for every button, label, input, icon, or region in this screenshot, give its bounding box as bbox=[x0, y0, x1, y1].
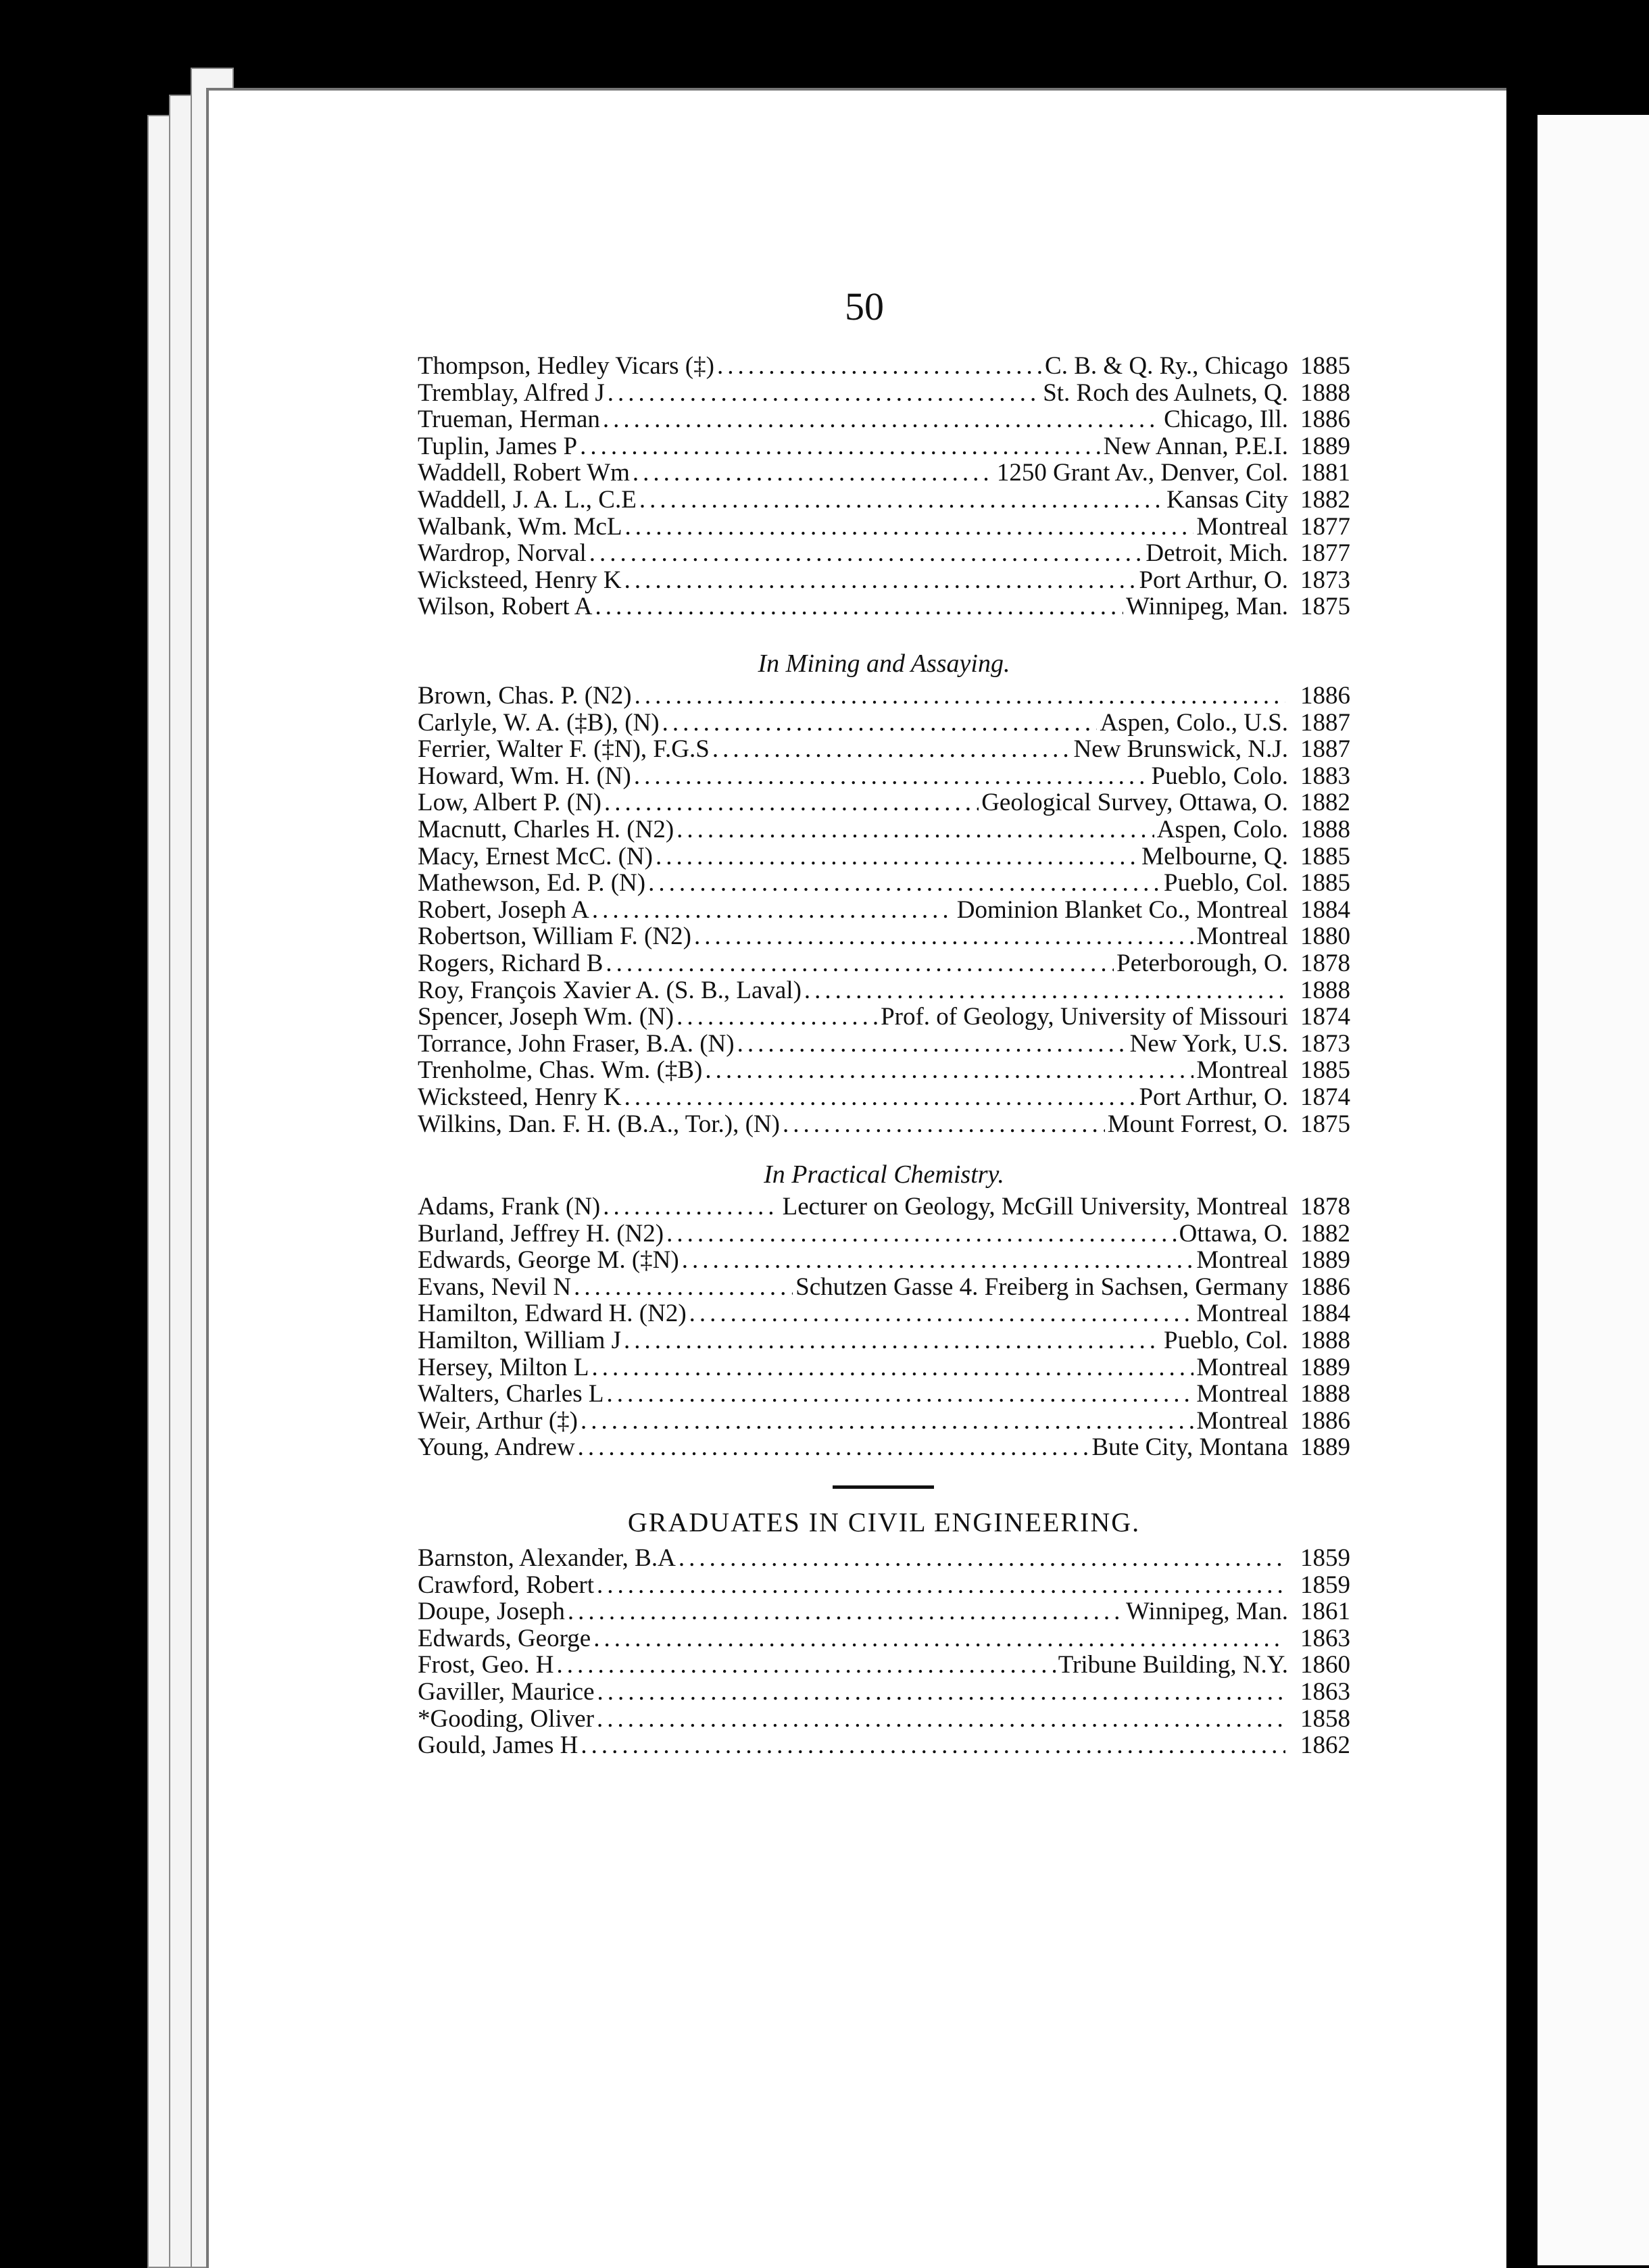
graduation-year: 1886 bbox=[1300, 405, 1350, 434]
dot-leader bbox=[578, 1433, 1089, 1462]
graduation-year: 1886 bbox=[1300, 1406, 1350, 1435]
graduation-year: 1885 bbox=[1300, 869, 1350, 897]
graduate-name: Evans, Nevil N bbox=[418, 1273, 572, 1301]
graduation-year: 1873 bbox=[1300, 1029, 1350, 1058]
graduate-address: Pueblo, Col. bbox=[1164, 869, 1288, 897]
graduation-year: 1875 bbox=[1300, 593, 1350, 621]
list-item bbox=[418, 976, 1350, 1003]
graduate-address: Melbourne, Q. bbox=[1141, 842, 1288, 870]
graduate-name: Wicksteed, Henry K bbox=[418, 1083, 622, 1111]
graduation-year: 1873 bbox=[1300, 566, 1350, 594]
list-item bbox=[418, 539, 1350, 566]
dot-leader bbox=[682, 1246, 1194, 1275]
graduate-address: Montreal bbox=[1196, 512, 1288, 541]
graduation-year: 1858 bbox=[1300, 1704, 1350, 1733]
graduate-name: Roy, François Xavier A. (S. B., Laval) bbox=[418, 976, 802, 1004]
list-item bbox=[418, 681, 1350, 708]
graduate-address: St. Roch des Aulnets, Q. bbox=[1043, 378, 1288, 407]
list-item bbox=[418, 378, 1350, 405]
list-item bbox=[418, 815, 1350, 842]
graduate-name: Wicksteed, Henry K bbox=[418, 566, 622, 594]
dot-leader bbox=[606, 949, 1114, 978]
list-item bbox=[418, 949, 1350, 976]
list-item bbox=[418, 1433, 1350, 1460]
graduation-year: 1888 bbox=[1300, 815, 1350, 843]
graduation-year: 1882 bbox=[1300, 1219, 1350, 1248]
list-item bbox=[418, 592, 1350, 619]
dot-leader bbox=[581, 1406, 1193, 1435]
list-item bbox=[418, 1326, 1350, 1353]
list-item bbox=[418, 1571, 1350, 1598]
dot-leader bbox=[705, 1056, 1193, 1085]
graduate-name: Robertson, William F. (N2) bbox=[418, 922, 691, 951]
section-mining-assaying bbox=[418, 646, 1350, 1136]
list-item bbox=[418, 1299, 1350, 1326]
graduate-name: Mathewson, Ed. P. (N) bbox=[418, 869, 646, 897]
graduate-name: Robert, Joseph A bbox=[418, 895, 589, 924]
list-item bbox=[418, 512, 1350, 539]
graduate-address: Montreal bbox=[1196, 1353, 1288, 1381]
graduate-address: Montreal bbox=[1196, 1380, 1288, 1408]
list-item bbox=[418, 868, 1350, 895]
graduate-address: Dominion Blanket Co., Montreal bbox=[956, 895, 1288, 924]
graduate-address: Winnipeg, Man. bbox=[1126, 1598, 1288, 1626]
list-item bbox=[418, 1110, 1350, 1137]
dot-leader bbox=[656, 842, 1139, 871]
list-item bbox=[418, 788, 1350, 815]
graduate-name: Tuplin, James P bbox=[418, 432, 578, 460]
graduate-name: *Gooding, Oliver bbox=[418, 1704, 595, 1733]
graduation-year: 1880 bbox=[1300, 922, 1350, 951]
graduate-name: Edwards, George bbox=[418, 1624, 591, 1652]
dot-leader bbox=[581, 1731, 1285, 1760]
graduation-year: 1859 bbox=[1300, 1571, 1350, 1599]
dot-leader bbox=[679, 1544, 1285, 1573]
dot-leader bbox=[666, 1219, 1177, 1248]
list-item bbox=[418, 735, 1350, 762]
graduate-name: Burland, Jeffrey H. (N2) bbox=[418, 1219, 664, 1248]
graduate-name: Crawford, Robert bbox=[418, 1571, 594, 1599]
dot-leader bbox=[556, 1650, 1055, 1679]
graduate-address: Montreal bbox=[1196, 1406, 1288, 1435]
list-item bbox=[418, 1353, 1350, 1380]
list-item bbox=[418, 1624, 1350, 1651]
list-item bbox=[418, 351, 1350, 378]
list-item bbox=[418, 708, 1350, 735]
dot-leader bbox=[624, 1326, 1161, 1355]
graduation-year: 1889 bbox=[1300, 1433, 1350, 1462]
graduate-name: Trenholme, Chas. Wm. (‡B) bbox=[418, 1056, 703, 1085]
graduation-year: 1888 bbox=[1300, 378, 1350, 407]
graduate-name: Wardrop, Norval bbox=[418, 539, 587, 568]
list-item bbox=[418, 1219, 1350, 1246]
graduate-address: Montreal bbox=[1196, 1300, 1288, 1328]
list-item bbox=[418, 458, 1350, 485]
graduate-address: Pueblo, Colo. bbox=[1151, 762, 1288, 790]
graduation-year: 1863 bbox=[1300, 1677, 1350, 1706]
graduate-name: Wilkins, Dan. F. H. (B.A., Tor.), (N) bbox=[418, 1110, 780, 1138]
graduate-address: New Annan, P.E.I. bbox=[1103, 432, 1288, 460]
list-item bbox=[418, 405, 1350, 432]
graduate-name: Macnutt, Charles H. (N2) bbox=[418, 815, 674, 843]
list-item bbox=[418, 842, 1350, 869]
graduate-address: Montreal bbox=[1196, 1246, 1288, 1275]
graduate-name: Young, Andrew bbox=[418, 1433, 575, 1462]
graduation-year: 1875 bbox=[1300, 1110, 1350, 1138]
graduate-address: Bute City, Montana bbox=[1091, 1433, 1288, 1462]
adjacent-page bbox=[1537, 115, 1649, 2265]
graduate-name: Torrance, John Fraser, B.A. (N) bbox=[418, 1029, 735, 1058]
list-item bbox=[418, 1273, 1350, 1300]
list-item bbox=[418, 1002, 1350, 1029]
section-civil-graduates-continued bbox=[418, 351, 1350, 619]
dot-leader bbox=[604, 788, 979, 817]
graduate-address: Detroit, Mich. bbox=[1146, 539, 1288, 568]
list-item bbox=[418, 1192, 1350, 1219]
list-item bbox=[418, 485, 1350, 512]
graduation-year: 1888 bbox=[1300, 1380, 1350, 1408]
dot-leader bbox=[597, 1677, 1285, 1706]
graduation-year: 1874 bbox=[1300, 1083, 1350, 1111]
graduate-address: Kansas City bbox=[1166, 485, 1288, 514]
graduate-address: Aspen, Colo., U.S. bbox=[1100, 708, 1288, 737]
graduate-address: Schutzen Gasse 4. Freiberg in Sachsen, Germany bbox=[795, 1273, 1288, 1301]
graduate-name: Tremblay, Alfred J bbox=[418, 378, 605, 407]
graduation-year: 1863 bbox=[1300, 1624, 1350, 1652]
dot-leader bbox=[606, 1379, 1193, 1408]
graduation-year: 1881 bbox=[1300, 459, 1350, 487]
graduate-name: Rogers, Richard B bbox=[418, 949, 604, 977]
graduate-address: Aspen, Colo. bbox=[1156, 815, 1288, 843]
dot-leader bbox=[717, 351, 1042, 380]
dot-leader bbox=[591, 1353, 1193, 1382]
page-number: 50 bbox=[845, 285, 884, 328]
graduate-address: Peterborough, O. bbox=[1116, 949, 1288, 977]
section-heading: In Mining and Assaying. bbox=[758, 649, 1010, 678]
graduate-name: Walters, Charles L bbox=[418, 1380, 604, 1408]
graduate-name: Carlyle, W. A. (‡B), (N) bbox=[418, 708, 660, 737]
graduate-name: Hersey, Milton L bbox=[418, 1353, 589, 1381]
graduate-name: Thompson, Hedley Vicars (‡) bbox=[418, 352, 714, 380]
list-item bbox=[418, 922, 1350, 949]
dot-leader bbox=[593, 1624, 1285, 1653]
graduate-name: Trueman, Herman bbox=[418, 405, 600, 434]
graduate-address: New Brunswick, N.J. bbox=[1073, 735, 1288, 764]
section-divider-rule bbox=[833, 1485, 934, 1489]
graduate-address: C. B. & Q. Ry., Chicago bbox=[1045, 352, 1288, 380]
graduate-name: Barnston, Alexander, B.A bbox=[418, 1544, 676, 1572]
graduation-year: 1884 bbox=[1300, 1300, 1350, 1328]
list-item bbox=[418, 1083, 1350, 1110]
dot-leader bbox=[635, 681, 1285, 710]
graduate-address: Port Arthur, O. bbox=[1139, 566, 1288, 594]
dot-leader bbox=[608, 378, 1040, 408]
dot-leader bbox=[624, 1083, 1137, 1112]
dot-leader bbox=[633, 458, 994, 487]
dot-leader bbox=[592, 895, 954, 925]
section-heading: GRADUATES IN CIVIL ENGINEERING. bbox=[627, 1507, 1141, 1537]
graduate-name: Gould, James H bbox=[418, 1731, 579, 1760]
graduation-year: 1878 bbox=[1300, 1193, 1350, 1221]
graduate-name: Adams, Frank (N) bbox=[418, 1193, 601, 1221]
graduate-name: Waddell, Robert Wm bbox=[418, 459, 630, 487]
dot-leader bbox=[676, 815, 1154, 844]
list-item bbox=[418, 566, 1350, 593]
list-item bbox=[418, 1650, 1350, 1677]
dot-leader bbox=[568, 1597, 1123, 1626]
graduation-year: 1886 bbox=[1300, 1273, 1350, 1301]
graduation-year: 1889 bbox=[1300, 1246, 1350, 1275]
list-item bbox=[418, 895, 1350, 922]
graduate-name: Macy, Ernest McC. (N) bbox=[418, 842, 653, 870]
graduate-name: Ferrier, Walter F. (‡N), F.G.S bbox=[418, 735, 710, 764]
dot-leader bbox=[634, 762, 1149, 791]
graduate-name: Walbank, Wm. McL bbox=[418, 512, 622, 541]
graduate-address: Mount Forrest, O. bbox=[1107, 1110, 1288, 1138]
graduation-year: 1878 bbox=[1300, 949, 1350, 977]
graduate-name: Howard, Wm. H. (N) bbox=[418, 762, 631, 790]
graduation-year: 1859 bbox=[1300, 1544, 1350, 1572]
graduation-year: 1887 bbox=[1300, 735, 1350, 764]
dot-leader bbox=[662, 708, 1098, 737]
list-item bbox=[418, 1379, 1350, 1406]
graduation-year: 1885 bbox=[1300, 352, 1350, 380]
dot-leader bbox=[676, 1002, 878, 1031]
graduation-year: 1889 bbox=[1300, 1353, 1350, 1381]
graduation-year: 1862 bbox=[1300, 1731, 1350, 1760]
graduate-name: Waddell, J. A. L., C.E bbox=[418, 485, 637, 514]
graduate-name: Low, Albert P. (N) bbox=[418, 789, 601, 817]
dot-leader bbox=[603, 1192, 779, 1221]
graduate-name: Spencer, Joseph Wm. (N) bbox=[418, 1003, 674, 1031]
graduate-name: Hamilton, William J bbox=[418, 1326, 622, 1354]
dot-leader bbox=[648, 868, 1161, 897]
graduate-address: 1250 Grant Av., Denver, Col. bbox=[996, 459, 1288, 487]
section-heading: In Practical Chemistry. bbox=[764, 1160, 1004, 1189]
section-graduates-civil-engineering bbox=[418, 1502, 1350, 1758]
graduation-year: 1886 bbox=[1300, 682, 1350, 710]
graduate-address: Montreal bbox=[1196, 922, 1288, 951]
graduation-year: 1889 bbox=[1300, 432, 1350, 460]
dot-leader bbox=[689, 1299, 1194, 1328]
dot-leader bbox=[804, 976, 1285, 1005]
graduation-year: 1882 bbox=[1300, 789, 1350, 817]
graduate-address: Winnipeg, Man. bbox=[1126, 593, 1288, 621]
list-item bbox=[418, 1731, 1350, 1758]
list-item bbox=[418, 1597, 1350, 1624]
graduate-name: Weir, Arthur (‡) bbox=[418, 1406, 578, 1435]
dot-leader bbox=[712, 735, 1071, 764]
graduate-address: Prof. of Geology, University of Missouri bbox=[881, 1003, 1288, 1031]
list-item bbox=[418, 1704, 1350, 1731]
graduation-year: 1885 bbox=[1300, 842, 1350, 870]
graduate-address: Pueblo, Col. bbox=[1164, 1326, 1288, 1354]
list-item bbox=[418, 1056, 1350, 1083]
graduate-address: Port Arthur, O. bbox=[1139, 1083, 1288, 1111]
dot-leader bbox=[597, 1571, 1285, 1600]
dot-leader bbox=[580, 432, 1101, 461]
gutter-shadow bbox=[1507, 122, 1518, 2265]
graduate-address: Geological Survey, Ottawa, O. bbox=[981, 789, 1288, 817]
graduate-address: New York, U.S. bbox=[1129, 1029, 1288, 1058]
list-item bbox=[418, 762, 1350, 789]
list-item bbox=[418, 432, 1350, 459]
graduation-year: 1887 bbox=[1300, 708, 1350, 737]
list-item bbox=[418, 1246, 1350, 1273]
graduate-address: Chicago, Ill. bbox=[1164, 405, 1288, 434]
graduate-name: Brown, Chas. P. (N2) bbox=[418, 682, 632, 710]
dot-leader bbox=[694, 922, 1193, 951]
graduate-address: Tribune Building, N.Y. bbox=[1058, 1651, 1288, 1679]
dot-leader bbox=[624, 566, 1137, 595]
graduation-year: 1888 bbox=[1300, 976, 1350, 1004]
list-item bbox=[418, 1677, 1350, 1704]
dot-leader bbox=[603, 405, 1161, 434]
dot-leader bbox=[574, 1273, 793, 1302]
list-item bbox=[418, 1544, 1350, 1571]
graduate-name: Frost, Geo. H bbox=[418, 1651, 554, 1679]
graduate-name: Wilson, Robert A bbox=[418, 593, 593, 621]
list-item bbox=[418, 1029, 1350, 1056]
graduate-name: Gaviller, Maurice bbox=[418, 1677, 595, 1706]
graduation-year: 1888 bbox=[1300, 1326, 1350, 1354]
dot-leader bbox=[595, 592, 1123, 621]
graduation-year: 1861 bbox=[1300, 1598, 1350, 1626]
dot-leader bbox=[597, 1704, 1285, 1733]
dot-leader bbox=[737, 1029, 1127, 1058]
graduate-name: Hamilton, Edward H. (N2) bbox=[418, 1300, 687, 1328]
graduate-name: Edwards, George M. (‡N) bbox=[418, 1246, 679, 1275]
dot-leader bbox=[625, 512, 1194, 541]
graduation-year: 1877 bbox=[1300, 512, 1350, 541]
graduation-year: 1860 bbox=[1300, 1651, 1350, 1679]
graduation-year: 1883 bbox=[1300, 762, 1350, 790]
dot-leader bbox=[639, 485, 1164, 514]
graduation-year: 1877 bbox=[1300, 539, 1350, 568]
list-item bbox=[418, 1406, 1350, 1433]
graduate-address: Ottawa, O. bbox=[1179, 1219, 1288, 1248]
section-practical-chemistry bbox=[418, 1157, 1350, 1460]
dot-leader bbox=[783, 1110, 1105, 1139]
graduation-year: 1885 bbox=[1300, 1056, 1350, 1085]
graduation-year: 1882 bbox=[1300, 485, 1350, 514]
graduate-name: Doupe, Joseph bbox=[418, 1598, 565, 1626]
graduation-year: 1884 bbox=[1300, 895, 1350, 924]
graduate-address: Montreal bbox=[1196, 1056, 1288, 1085]
dot-leader bbox=[589, 539, 1143, 568]
graduation-year: 1874 bbox=[1300, 1003, 1350, 1031]
graduate-address: Lecturer on Geology, McGill University, Montreal bbox=[782, 1193, 1288, 1221]
